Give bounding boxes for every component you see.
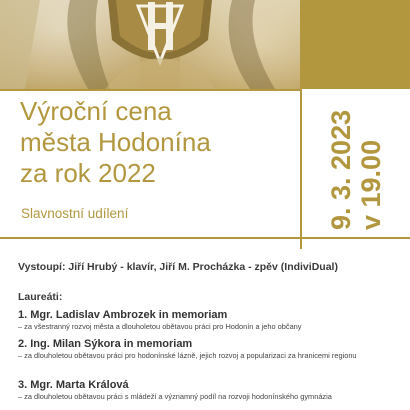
laureate-item	[18, 338, 403, 361]
page-title	[20, 96, 211, 189]
divider-line-vertical	[300, 89, 302, 249]
divider-line	[0, 89, 300, 91]
performers-text: Vystoupí: Jiří Hrubý - klavír, Jiří M. Procházka - zpěv (IndiviDual)	[18, 261, 338, 273]
laureate-description: – za dlouholetou obětavou práci pro hodonínské lázně, jejich rozvoj a popularizaci za hranicemi regionu	[18, 351, 357, 360]
event-datetime	[326, 110, 386, 230]
laureate-description: – za dlouholetou obětavou práci s mládeží a významný podíl na rozvoji hodonínského gymnázia	[18, 392, 332, 401]
laureate-item	[18, 379, 403, 402]
laureate-name: 3. Mgr. Marta Králová	[18, 379, 129, 391]
laureate-name: 2. Ing. Milan Sýkora in memoriam	[18, 338, 193, 350]
laureates-heading: Laureáti:	[18, 291, 63, 303]
title-line: Výroční cena	[20, 96, 172, 126]
title-line: města Hodonína	[20, 127, 211, 157]
award-statue-image	[0, 0, 300, 89]
title-line: za rok 2022	[20, 158, 156, 188]
header-photo-award-statue	[0, 0, 300, 89]
event-time: v 19.00	[356, 139, 386, 230]
laureate-item	[18, 309, 403, 332]
divider-line	[0, 237, 410, 239]
laureate-name: 1. Mgr. Ladislav Ambrozek in memoriam	[18, 309, 228, 321]
subtitle: Slavnostní udílení	[21, 206, 129, 221]
laureate-description: – za všestranný rozvoj města a dlouholetou obětavou práci pro Hodonín a jeho občany	[18, 322, 302, 331]
header-gold-block	[300, 0, 410, 89]
event-date: 9. 3. 2023	[326, 109, 356, 230]
